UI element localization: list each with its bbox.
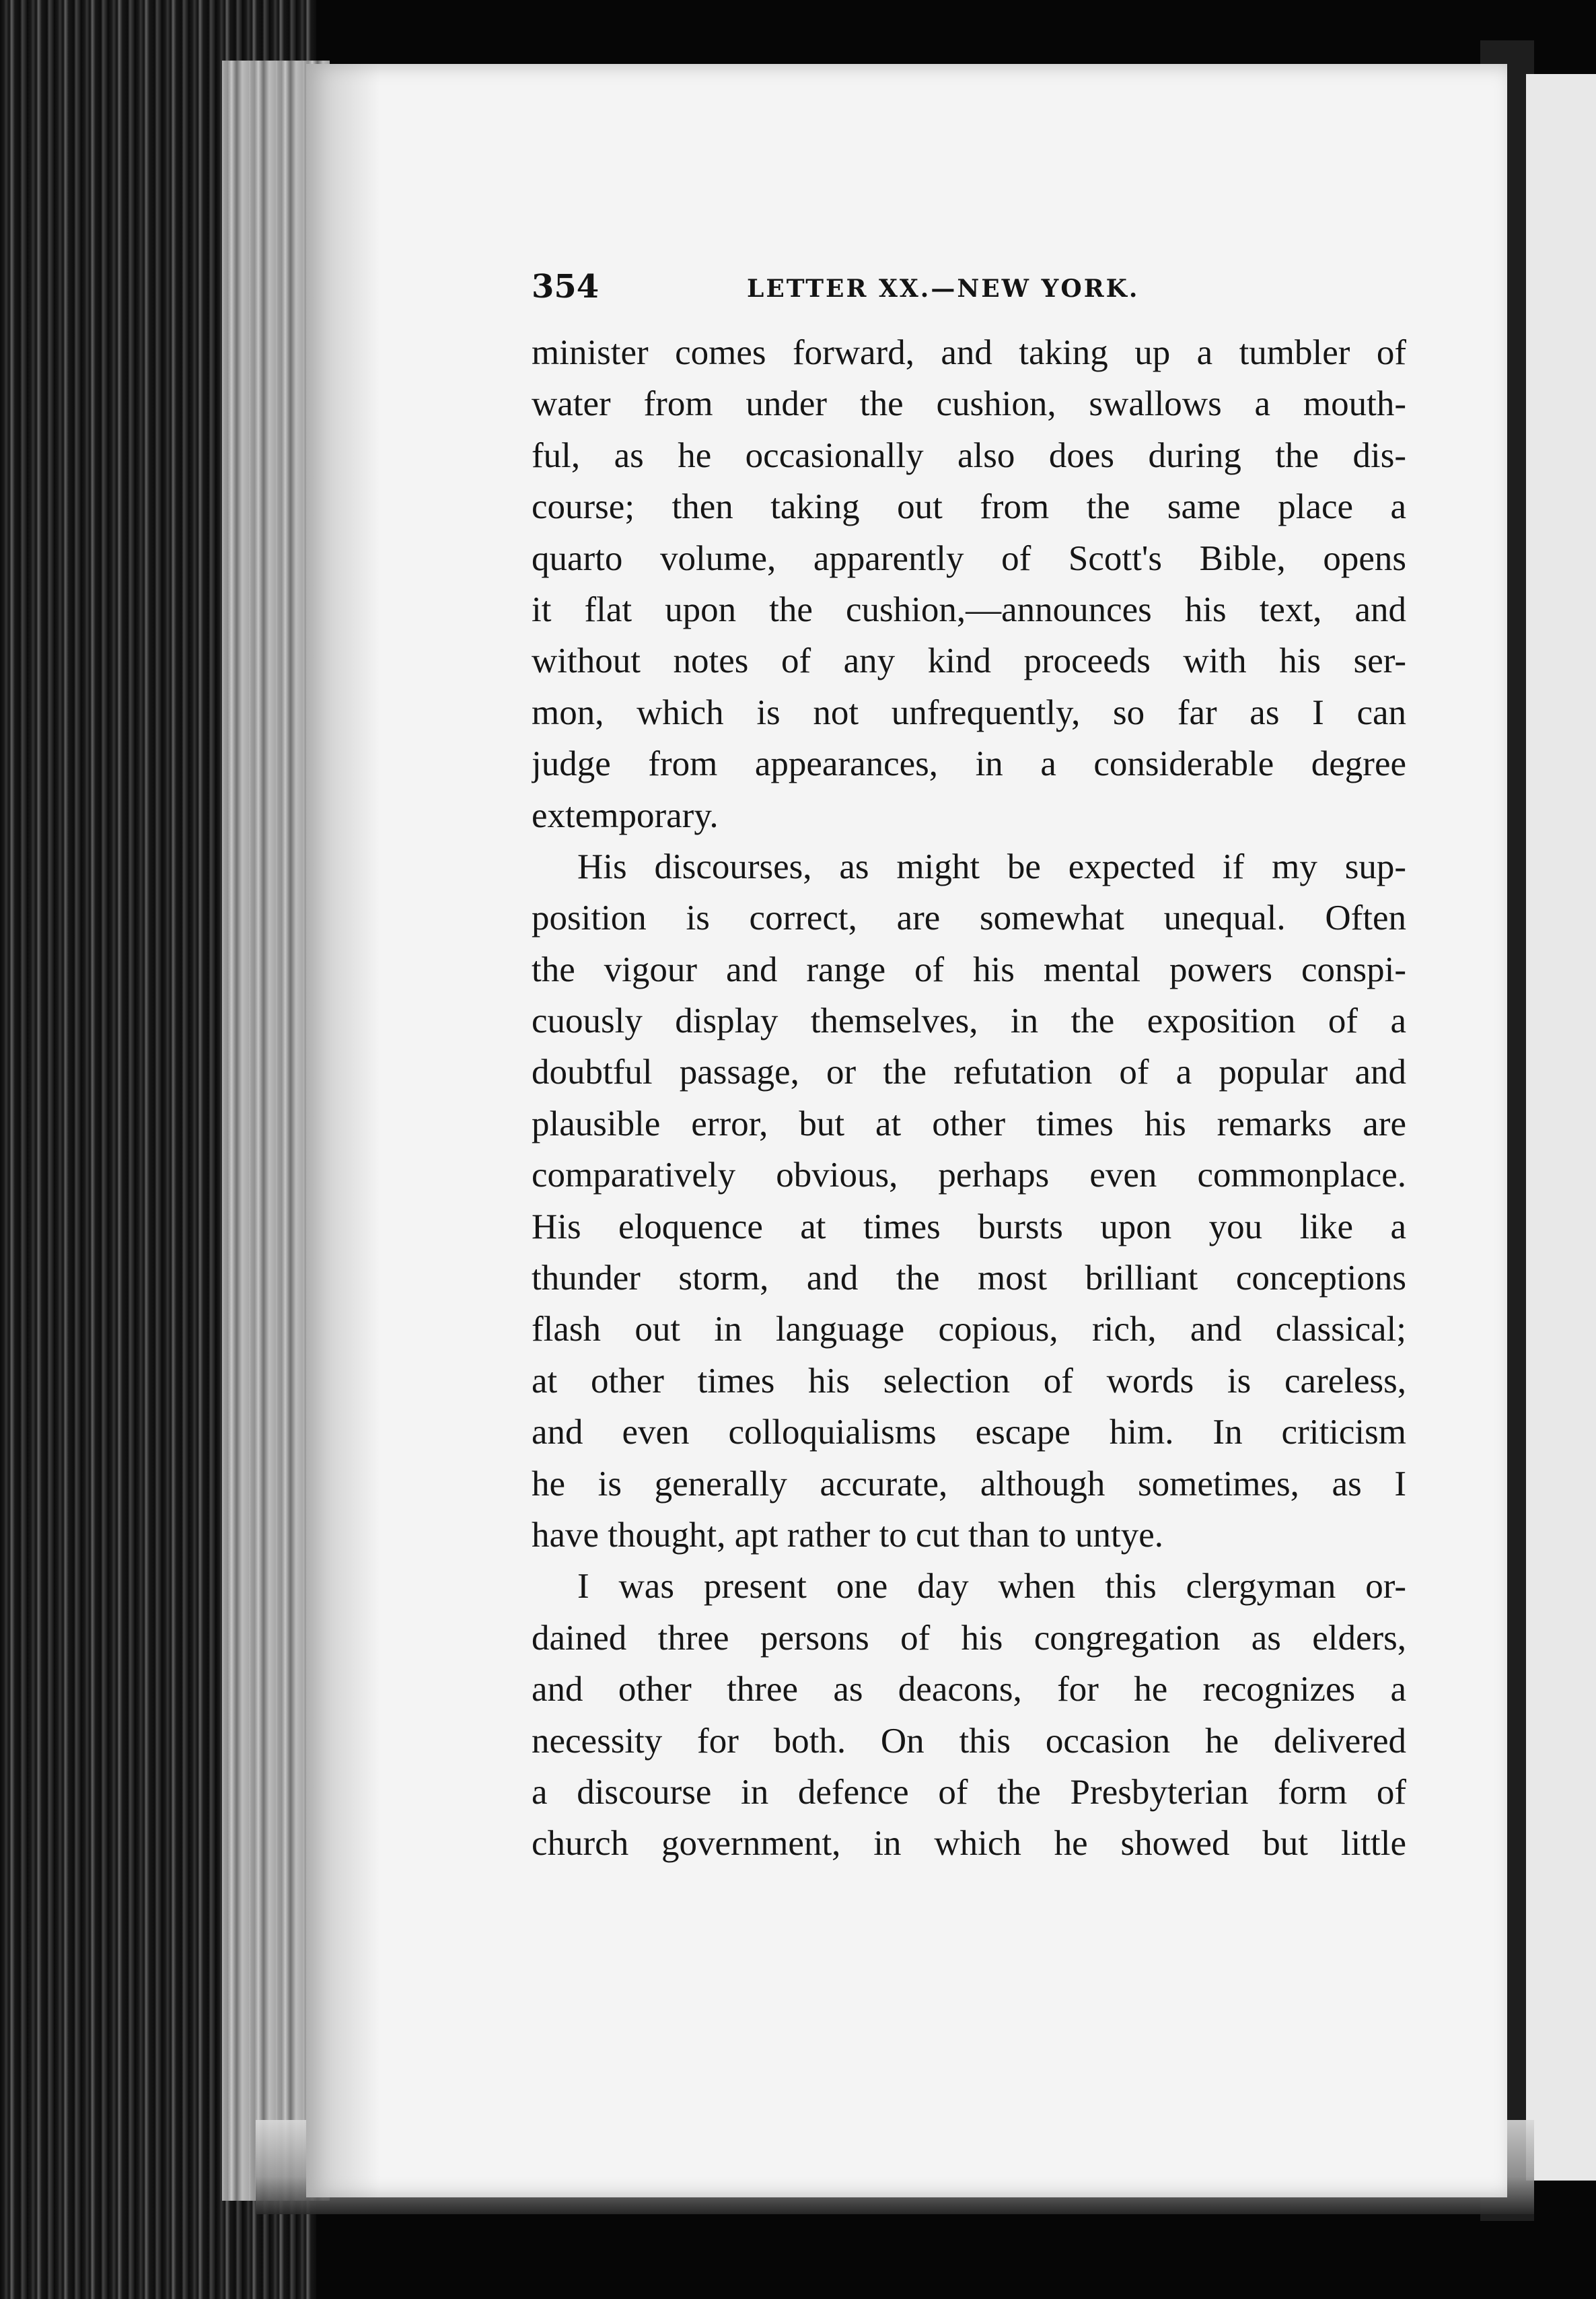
paragraph-start-line: His discourses, as might be expected if my sup- [577, 847, 1406, 886]
text-line: ful, as he occasionally also does during the dis- [532, 435, 1406, 475]
page-number: 354 [532, 268, 600, 306]
text-line: judge from appearances, in a considerable degree [532, 744, 1406, 784]
body-text [532, 327, 1406, 1870]
text-line: church government, in which he showed but little [532, 1824, 1406, 1864]
text-line: necessity for both. On this occasion he delivered [532, 1721, 1406, 1761]
text-line: at other times his selection of words is careless, [532, 1361, 1406, 1401]
page-curl-shade [306, 64, 380, 2197]
running-head-title: LETTER XX.—NEW YORK. [747, 275, 1140, 303]
text-line: and other three as deacons, for he recognizes a [532, 1670, 1406, 1709]
text-line: doubtful passage, or the refutation of a popular and [532, 1053, 1406, 1092]
text-line: mon, which is not unfrequently, so far as I can [532, 693, 1406, 732]
text-line: His eloquence at times bursts upon you like a [532, 1207, 1406, 1246]
text-line: quarto volume, apparently of Scott's Bible, opens [532, 538, 1406, 578]
text-line: water from under the cushion, swallows a mouth- [532, 384, 1406, 424]
text-line: the vigour and range of his mental powers conspi- [532, 950, 1406, 989]
text-line: it flat upon the cushion,—announces his text, and [532, 590, 1406, 629]
text-line: thunder storm, and the most brilliant conceptions [532, 1259, 1406, 1298]
text-line: position is correct, are somewhat unequal. Often [532, 898, 1406, 938]
text-line: comparatively obvious, perhaps even commonplace. [532, 1156, 1406, 1195]
text-line: without notes of any kind proceeds with his ser- [532, 641, 1406, 681]
text-line: he is generally accurate, although sometimes, as I [532, 1464, 1406, 1504]
text-line: have thought, apt rather to cut than to untye. [532, 1515, 1164, 1555]
running-head [532, 267, 1406, 314]
text-line: extemporary. [532, 795, 719, 835]
text-line: flash out in language copious, rich, and classical; [532, 1310, 1406, 1349]
next-leaf-edge [1526, 74, 1596, 2181]
text-line: plausible error, but at other times his remarks are [532, 1104, 1406, 1143]
text-line: dained three persons of his congregation as elders, [532, 1618, 1406, 1658]
text-line: a discourse in defence of the Presbyterian form of [532, 1772, 1406, 1812]
text-line: minister comes forward, and taking up a tumbler of [532, 333, 1406, 372]
text-line: course; then taking out from the same place a [532, 487, 1406, 527]
text-line: cuously display themselves, in the exposition of a [532, 1001, 1406, 1041]
text-line: and even colloquialisms escape him. In criticism [532, 1413, 1406, 1452]
paragraph-start-line: I was present one day when this clergyman or- [577, 1567, 1406, 1606]
